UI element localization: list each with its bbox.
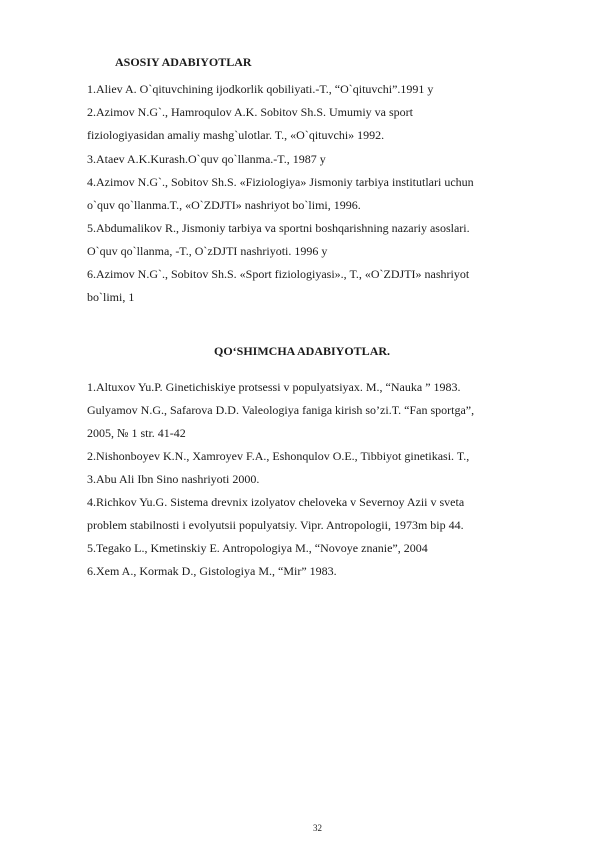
main-reference-line: 4.Azimov N.G`., Sobitov Sh.S. «Fiziologiya» Jismoniy tarbiya institutlari uchun xyxy=(87,175,474,189)
additional-reference-line: 5.Tegako L., Kmetinskiy E. Antropologiya M., “Novoye znanie”, 2004 xyxy=(87,541,428,555)
additional-reference-line: 2.Nishonboyev K.N., Xamroyev F.A., Eshonqulov O.E., Tibbiyot ginetikasi. T., xyxy=(87,449,470,463)
additional-reference-line: 2005, № 1 str. 41-42 xyxy=(87,426,186,440)
main-reference-line: 6.Azimov N.G`., Sobitov Sh.S. «Sport fiziologiyasi»., T., «O`ZDJTI» nashriyot xyxy=(87,267,470,281)
main-reference-line: fiziologiyasidan amaliy mashg`ulotlar. T., «O`qituvchi» 1992. xyxy=(87,128,385,142)
main-reference-line: 1.Aliev A. O`qituvchining ijodkorlik qobiliyati.-T., “O`qituvchi”.1991 y xyxy=(87,82,434,96)
additional-reference-line: Gulyamov N.G., Safarova D.D. Valeologiya faniga kirish so’zi.T. “Fan sportga”, xyxy=(87,403,475,417)
additional-reference-line: 4.Richkov Yu.G. Sistema drevnix izolyatov cheloveka v Severnoy Azii v sveta xyxy=(87,495,465,509)
main-reference-line: 2.Azimov N.G`., Hamroqulov A.K. Sobitov Sh.S. Umumiy va sport xyxy=(87,105,413,119)
main-references-heading: ASOSIY ADABIYOTLAR xyxy=(115,55,252,69)
additional-reference-line: problem stabilnosti i evolyutsii populyatsiy. Vipr. Antropologii, 1973m bip 44. xyxy=(87,518,464,532)
additional-references-heading: QO‘SHIMCHA ADABIYOTLAR. xyxy=(214,344,391,358)
main-reference-line: 3.Ataev A.K.Kurash.O`quv qo`llanma.-T., 1987 y xyxy=(87,152,326,166)
additional-reference-line: 3.Abu Ali Ibn Sino nashriyoti 2000. xyxy=(87,472,260,486)
main-reference-line: 5.Abdumalikov R., Jismoniy tarbiya va sportni boshqarishning nazariy asoslari. xyxy=(87,221,470,235)
additional-reference-line: 6.Xem A., Kormak D., Gistologiya M., “Mir” 1983. xyxy=(87,564,337,578)
main-reference-line: bo`limi, 1 xyxy=(87,290,135,304)
main-reference-line: o`quv qo`llanma.T., «O`ZDJTI» nashriyot bo`limi, 1996. xyxy=(87,198,361,212)
page-number: 32 xyxy=(313,823,322,833)
main-reference-line: O`quv qo`llanma, -T., O`zDJTI nashriyoti. 1996 y xyxy=(87,244,328,258)
additional-reference-line: 1.Altuxov Yu.P. Ginetichiskiye protsessi v populyatsiyax. M., “Nauka ” 1983. xyxy=(87,380,461,394)
